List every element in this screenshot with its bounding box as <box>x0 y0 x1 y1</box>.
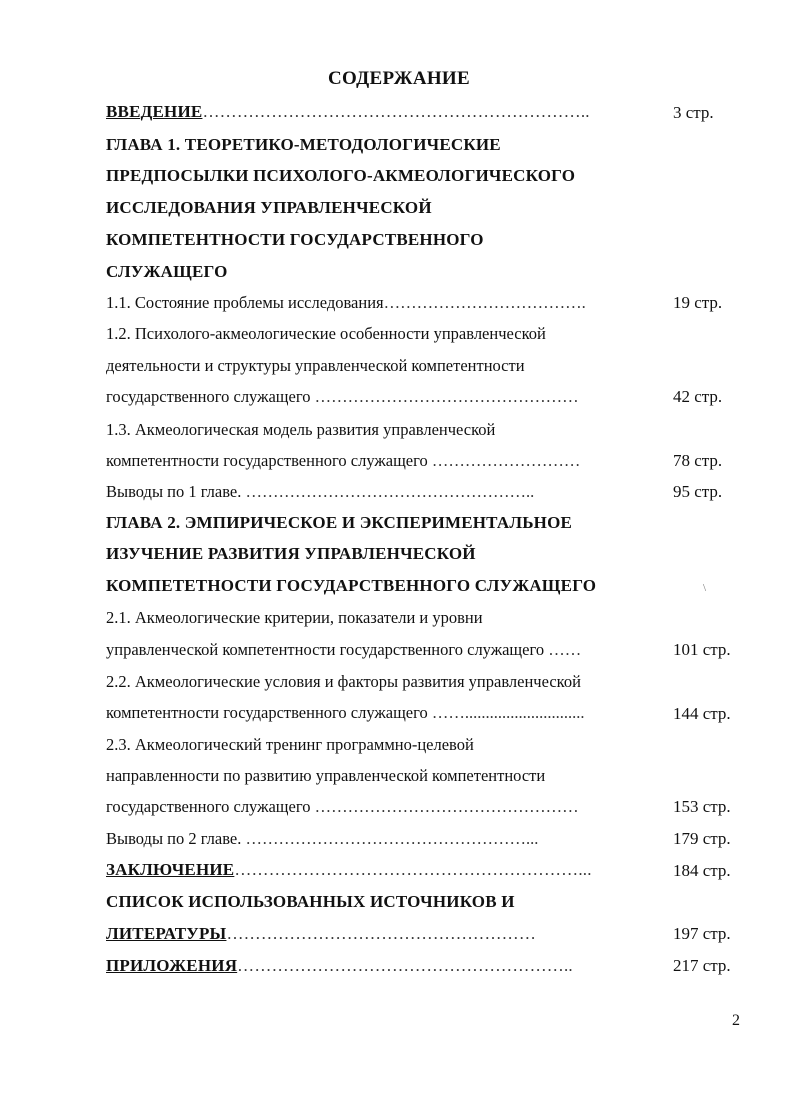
page-ref: 153 стр. <box>673 797 731 816</box>
entry-label: ЗАКЛЮЧЕНИЕ <box>106 860 235 879</box>
page-ref: 95 стр. <box>673 482 723 501</box>
toc-entry-1-3: 1.3. Акмеологическая модель развития управленческой <box>106 420 496 439</box>
toc-entry-1-2: деятельности и структуры управленческой компетентности <box>106 356 525 375</box>
toc-entry-1-3 <box>106 450 580 472</box>
page-ref: 101 стр. <box>673 640 731 659</box>
dot-leader: ……………………………………………… <box>226 924 537 943</box>
entry-label: Выводы по 1 главе. <box>106 482 242 501</box>
toc-entry-conclusion <box>106 859 592 881</box>
page-ref: 78 стр. <box>673 451 723 470</box>
page-ref: 179 стр. <box>673 829 731 848</box>
dot-leader: ………………………………. <box>383 293 586 312</box>
dot-leader: ……………………………………………... <box>245 829 539 848</box>
entry-label: государственного служащего <box>106 797 311 816</box>
chapter-2-heading: ИЗУЧЕНИЕ РАЗВИТИЯ УПРАВЛЕНЧЕСКОЙ <box>106 544 476 563</box>
chapter-2-heading: ГЛАВА 2. ЭМПИРИЧЕСКОЕ И ЭКСПЕРИМЕНТАЛЬНОЕ <box>106 513 573 532</box>
toc-entry-2-3: 2.3. Акмеологический тренинг программно-целевой <box>106 735 474 754</box>
page-ref: 217 стр. <box>673 956 731 975</box>
toc-entry-2-3: направленности по развитию управленческой компетентности <box>106 766 546 785</box>
toc-entry-1-1 <box>106 292 586 314</box>
toc-entry-references <box>106 923 536 945</box>
entry-label: ВВЕДЕНИЕ <box>106 102 203 121</box>
dot-leader: …………………………………………….. <box>245 482 535 501</box>
toc-entry-2-3 <box>106 796 579 818</box>
entry-label: ЛИТЕРАТУРЫ <box>106 924 227 943</box>
toc-entry-1-2: 1.2. Психолого-акмеологические особенности управленческой <box>106 324 546 343</box>
toc-entry-2-2 <box>106 702 584 724</box>
toc-entry-2-1: 2.1. Акмеологические критерии, показатели и уровни <box>106 608 483 627</box>
page-title: СОДЕРЖАНИЕ <box>328 68 470 89</box>
toc-entry-conclusions-1 <box>106 481 534 503</box>
dot-leader: ……………………………………………………... <box>234 860 592 879</box>
dot-leader: ………………………………………… <box>314 797 579 816</box>
toc-entry-2-2: 2.2. Акмеологические условия и факторы развития управленческой <box>106 672 581 691</box>
chapter-1-heading: ИССЛЕДОВАНИЯ УПРАВЛЕНЧЕСКОЙ <box>106 198 432 217</box>
entry-label: компетентности государственного служащего <box>106 451 428 470</box>
page-number: 2 <box>732 1012 740 1029</box>
toc-entry-2-1 <box>106 639 581 661</box>
dot-leader: ………………………………………………….. <box>237 956 573 975</box>
toc-entry-conclusions-2 <box>106 828 538 850</box>
entry-label: ПРИЛОЖЕНИЯ <box>106 956 238 975</box>
chapter-2-heading: КОМПЕТЕТНОСТИ ГОСУДАРСТВЕННОГО СЛУЖАЩЕГО <box>106 576 597 595</box>
entry-label: Выводы по 2 главе. <box>106 829 242 848</box>
page-ref: 184 стр. <box>673 861 731 880</box>
dot-leader: ……………………… <box>431 451 581 470</box>
dot-leader: …… <box>548 640 582 659</box>
page-ref: 197 стр. <box>673 924 731 943</box>
entry-label: управленческой компетентности государственного служащего <box>106 640 545 659</box>
chapter-1-heading: ПРЕДПОСЫЛКИ ПСИХОЛОГО-АКМЕОЛОГИЧЕСКОГО <box>106 166 576 185</box>
page-ref: 144 стр. <box>673 704 731 723</box>
toc-entry-appendix <box>106 955 573 977</box>
chapter-1-heading: СЛУЖАЩЕГО <box>106 262 228 281</box>
dot-leader: ………………………………………… <box>314 387 579 406</box>
dot-leader: ………………………………………………………….. <box>202 102 590 121</box>
page-ref: 3 стр. <box>673 103 714 122</box>
toc-entry-1-2 <box>106 386 579 408</box>
toc-entry-introduction <box>106 101 590 123</box>
toc-entry-references: СПИСОК ИСПОЛЬЗОВАННЫХ ИСТОЧНИКОВ И <box>106 892 515 911</box>
dot-leader: ……............................. <box>431 703 585 722</box>
chapter-1-heading: ГЛАВА 1. ТЕОРЕТИКО-МЕТОДОЛОГИЧЕСКИЕ <box>106 135 501 154</box>
chapter-1-heading: КОМПЕТЕНТНОСТИ ГОСУДАРСТВЕННОГО <box>106 230 484 249</box>
entry-label: 1.1. Состояние проблемы исследования <box>106 293 384 312</box>
scan-mark: \ <box>703 582 707 594</box>
entry-label: государственного служащего <box>106 387 311 406</box>
page-ref: 42 стр. <box>673 387 723 406</box>
page-ref: 19 стр. <box>673 293 723 312</box>
entry-label: компетентности государственного служащего <box>106 703 428 722</box>
